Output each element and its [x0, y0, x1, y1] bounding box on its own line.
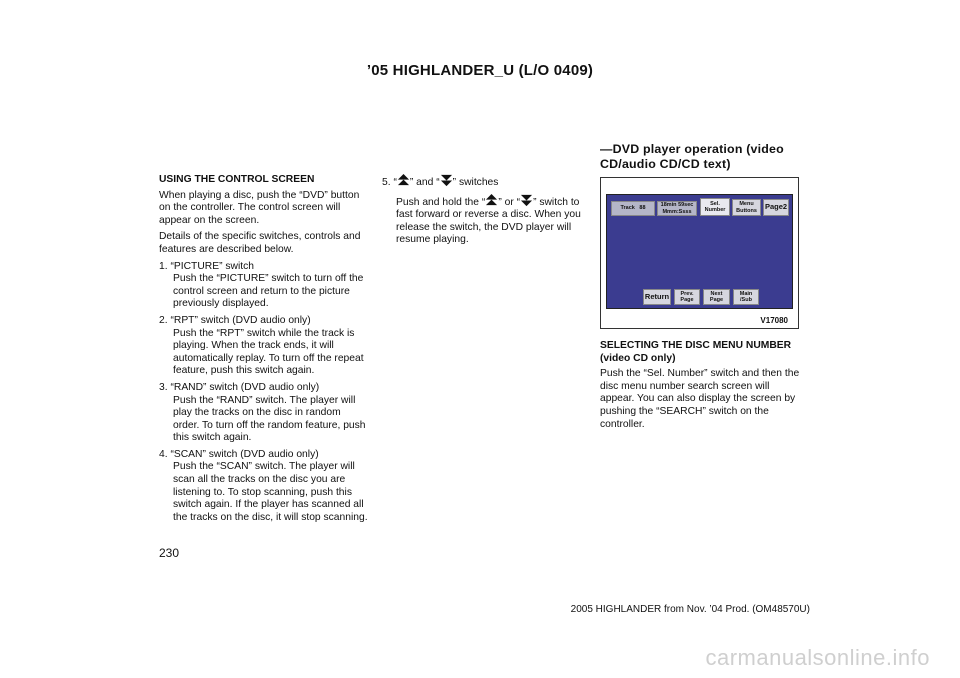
track-number: 88	[639, 205, 646, 212]
column-left	[159, 174, 369, 528]
heading-disc-menu-number: SELECTING THE DISC MENU NUMBER (video CD only)	[600, 340, 792, 364]
track-label: Track	[620, 205, 635, 212]
intro-paragraph-1: When playing a disc, push the “DVD” button on the controller. The control screen will appear on the screen.	[159, 189, 360, 226]
heading-control-screen: USING THE CONTROL SCREEN	[159, 174, 315, 185]
time-display	[657, 201, 697, 216]
fast-forward-up-icon	[485, 194, 498, 207]
section-title: —DVD player operation (video CD/audio CD/CD text)	[600, 142, 784, 171]
watermark	[0, 645, 960, 671]
item-desc: Push the “RPT” switch while the track is playing. When the track ends, it will automatically replay. To turn off the repeat feature, push this switch again.	[173, 327, 364, 377]
item-desc	[382, 194, 582, 247]
item-title	[382, 174, 582, 190]
footer-text: 2005 HIGHLANDER from Nov. ’04 Prod. (OM48570U)	[570, 604, 810, 615]
body-paragraph: Push the “Sel. Number” switch and then the disc menu number search screen will appear. You can also display the screen by pushing the “SEARCH” switch on the controller.	[600, 368, 800, 430]
column-right	[600, 340, 800, 435]
document-header: ’05 HIGHLANDER_U (L/O 0409)	[366, 62, 594, 79]
control-screen-figure	[600, 177, 799, 329]
page-number: 230	[159, 546, 180, 560]
watermark-text: carmanualsonline.info	[705, 645, 930, 670]
main-sub-button[interactable]: Main /Sub	[733, 289, 759, 305]
item-desc: Push the “RAND” switch. The player will play the tracks on the disc in random order. To turn off the random feature, push this switch again.	[173, 394, 366, 444]
return-button[interactable]: Return	[643, 289, 671, 305]
item-desc-part: ” switch to fast forward or reverse a disc. When you release the switch, the DVD player will resume playing.	[396, 196, 581, 246]
list-item	[159, 315, 369, 378]
fast-forward-up-icon	[397, 174, 410, 187]
item-title-part: 5. “	[382, 177, 397, 188]
time-value: 18min 59sec	[660, 202, 694, 208]
item-title: 4. “SCAN” switch (DVD audio only)	[159, 448, 319, 460]
list-item	[382, 174, 582, 247]
item-title: 2. “RPT” switch (DVD audio only)	[159, 314, 311, 326]
menu-buttons-button[interactable]: Menu Buttons	[732, 199, 761, 216]
track-display	[611, 201, 655, 216]
list-item	[159, 449, 369, 525]
list-item	[159, 261, 369, 311]
column-middle	[382, 174, 582, 251]
reverse-down-icon	[440, 174, 453, 187]
item-desc: Push the “SCAN” switch. The player will scan all the tracks on the disc you are listening to. To stop scanning, push this switch again. If the player has scanned all the tracks on the disc, it will stop scanning.	[173, 461, 368, 523]
time-sub: Mmm:Ssss	[662, 208, 692, 215]
item-desc-part: Push and hold the “	[396, 196, 486, 208]
control-screen	[606, 194, 793, 309]
item-title: 3. “RAND” switch (DVD audio only)	[159, 381, 320, 393]
prev-page-button[interactable]: Prev. Page	[674, 289, 700, 305]
intro-paragraph-2: Details of the specific switches, controls and features are described below.	[159, 231, 361, 255]
reverse-down-icon	[520, 194, 533, 207]
item-desc: Push the “PICTURE” switch to turn off the control screen and return to the picture previously displayed.	[173, 273, 364, 310]
sel-number-button[interactable]: Sel. Number	[700, 198, 730, 216]
list-item	[159, 382, 369, 445]
item-title-part: ” and “	[409, 177, 440, 188]
item-desc-part: ” or “	[498, 196, 521, 208]
figure-code: V17080	[760, 316, 788, 325]
item-title-part: ” switches	[452, 177, 499, 188]
item-title: 1. “PICTURE” switch	[159, 260, 254, 272]
next-page-button[interactable]: Next Page	[703, 289, 730, 305]
page2-button[interactable]: Page2	[763, 199, 789, 216]
